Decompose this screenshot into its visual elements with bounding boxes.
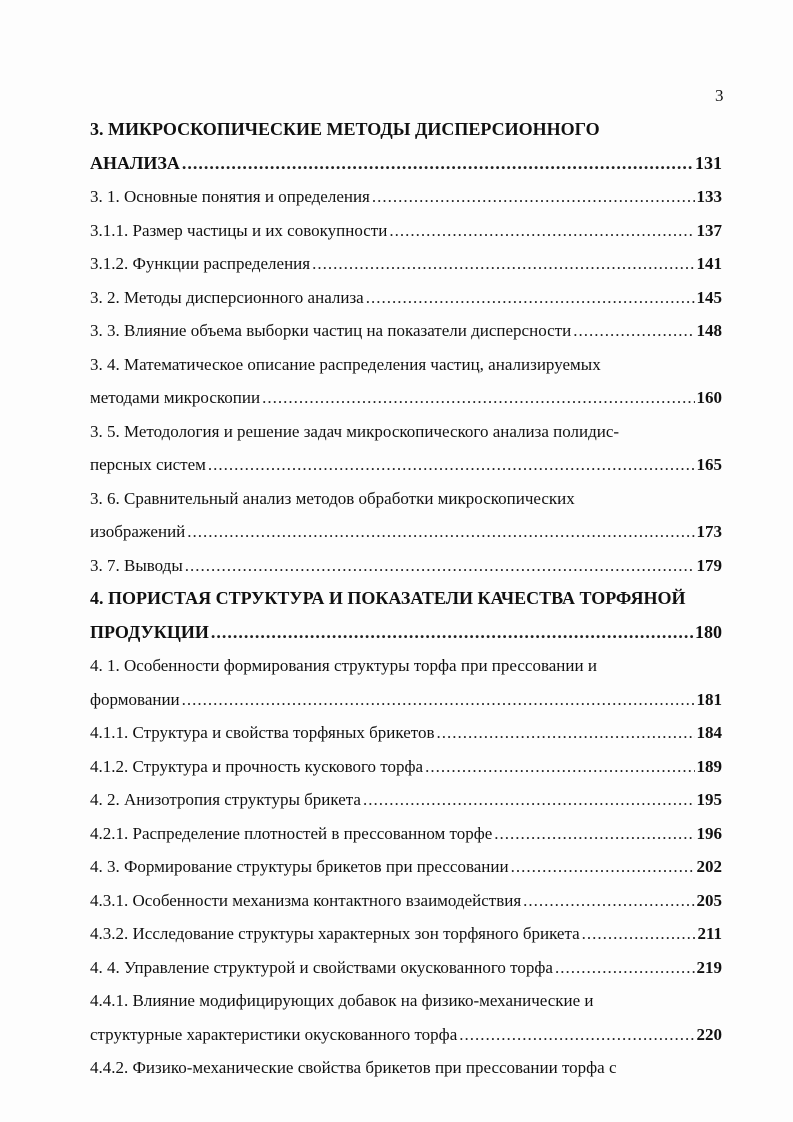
toc-entry-page: 173 bbox=[696, 522, 722, 541]
toc-entry-page: 205 bbox=[696, 890, 722, 910]
toc-dot-leader bbox=[262, 381, 694, 415]
toc-entry bbox=[90, 214, 722, 248]
toc-dot-leader bbox=[363, 783, 695, 817]
toc-entry-page: 148 bbox=[696, 321, 722, 340]
toc-dot-leader bbox=[185, 549, 695, 583]
toc-entry bbox=[90, 884, 722, 918]
toc-entry-title: 4.3.2. Исследование структуры характерных зон торфяного брикета bbox=[90, 924, 580, 943]
toc-entry bbox=[90, 113, 722, 147]
toc-entry bbox=[90, 984, 722, 1018]
toc-dot-leader bbox=[425, 750, 694, 784]
toc-entry bbox=[90, 750, 722, 784]
toc-entry bbox=[90, 348, 722, 382]
toc-entry-title: 4.1.2. Структура и прочность кускового торфа bbox=[90, 756, 424, 776]
toc-dot-leader bbox=[436, 716, 694, 750]
toc-dot-leader bbox=[389, 214, 694, 248]
toc-dot-leader bbox=[182, 147, 693, 181]
toc-entry-title: АНАЛИЗА bbox=[90, 152, 180, 173]
toc-entry-title: 4. 3. Формирование структуры брикетов при прессовании bbox=[90, 857, 509, 876]
toc-entry-title: 4.4.1. Влияние модифицирующих добавок на физико-механические и bbox=[90, 991, 594, 1010]
toc-entry-title: 4.3.1. Особенности механизма контактного взаимодействия bbox=[90, 890, 522, 910]
toc-entry bbox=[90, 1018, 722, 1052]
toc-entry-title: изображений bbox=[90, 522, 186, 541]
toc-entry bbox=[90, 951, 722, 985]
toc-dot-leader bbox=[582, 917, 696, 951]
toc-entry-title: 3. 2. Методы дисперсионного анализа bbox=[90, 287, 364, 307]
toc-entry-title: 4. 4. Управление структурой и свойствами окускованного торфа bbox=[90, 957, 553, 977]
toc-entry bbox=[90, 716, 722, 750]
toc-entry bbox=[90, 850, 722, 884]
toc-entry-page: 195 bbox=[696, 790, 722, 809]
toc-entry bbox=[90, 683, 722, 717]
toc-entry bbox=[90, 616, 722, 650]
toc-entry-page: 145 bbox=[696, 287, 722, 307]
toc-entry bbox=[90, 415, 722, 449]
toc-entry-title: 3. 7. Выводы bbox=[90, 555, 183, 575]
toc-entry bbox=[90, 549, 722, 583]
toc-entry-title: 3. 6. Сравнительный анализ методов обработки микроскопических bbox=[90, 488, 575, 508]
toc-dot-leader bbox=[459, 1018, 694, 1052]
toc-entry bbox=[90, 917, 722, 951]
toc-entry bbox=[90, 147, 722, 181]
toc-entry bbox=[90, 582, 722, 616]
toc-dot-leader bbox=[211, 616, 693, 650]
toc-dot-leader bbox=[494, 817, 694, 851]
toc-entry-title: 3. 1. Основные понятия и определения bbox=[90, 187, 370, 206]
toc-entry-title: методами микроскопии bbox=[90, 388, 261, 407]
toc-entry-title: персных систем bbox=[90, 455, 206, 474]
toc-entry bbox=[90, 247, 722, 281]
toc-dot-leader bbox=[523, 884, 694, 918]
toc-dot-leader bbox=[182, 683, 695, 717]
toc-entry-title: 4. ПОРИСТАЯ СТРУКТУРА И ПОКАЗАТЕЛИ КАЧЕСТВА ТОРФЯНОЙ bbox=[90, 588, 686, 608]
toc-entry bbox=[90, 482, 722, 516]
toc-entry bbox=[90, 1051, 722, 1085]
toc-entry-page: 179 bbox=[696, 555, 722, 575]
toc-entry bbox=[90, 381, 722, 415]
toc-entry-title: ПРОДУКЦИИ bbox=[90, 621, 209, 642]
toc-entry-title: 4.1.1. Структура и свойства торфяных брикетов bbox=[90, 723, 435, 742]
toc-entry-page: 189 bbox=[696, 756, 722, 776]
toc-entry bbox=[90, 180, 722, 214]
toc-dot-leader bbox=[187, 515, 694, 549]
toc-entry bbox=[90, 448, 722, 482]
toc-entry-page: 165 bbox=[696, 455, 722, 474]
toc-dot-leader bbox=[573, 314, 694, 348]
toc-dot-leader bbox=[366, 281, 695, 315]
toc-entry-page: 137 bbox=[696, 220, 722, 240]
toc-entry bbox=[90, 817, 722, 851]
toc-entry-title: 3. МИКРОСКОПИЧЕСКИЕ МЕТОДЫ ДИСПЕРСИОННОГО bbox=[90, 119, 600, 139]
toc-entry bbox=[90, 314, 722, 348]
toc-entry-page: 196 bbox=[696, 823, 722, 843]
toc-entry bbox=[90, 783, 722, 817]
toc-entry-title: 4. 1. Особенности формирования структуры торфа при прессовании и bbox=[90, 656, 597, 675]
toc-entry-page: 141 bbox=[696, 254, 722, 273]
toc-entry-page: 133 bbox=[696, 187, 722, 206]
toc-entry-title: 4.4.2. Физико-механические свойства брикетов при прессовании торфа с bbox=[90, 1058, 617, 1077]
toc-dot-leader bbox=[372, 180, 695, 214]
toc-entry-title: 3.1.2. Функции распределения bbox=[90, 254, 311, 273]
toc-dot-leader bbox=[312, 247, 694, 281]
page-number: 3 bbox=[715, 86, 724, 105]
toc-entry-title: 4. 2. Анизотропия структуры брикета bbox=[90, 790, 361, 809]
toc-entry bbox=[90, 649, 722, 683]
toc-entry-page: 160 bbox=[696, 388, 722, 407]
toc-entry-page: 202 bbox=[696, 857, 722, 876]
toc-entry-title: 3. 5. Методология и решение задач микроскопического анализа полидис- bbox=[90, 421, 620, 441]
toc-entry bbox=[90, 515, 722, 549]
toc-entry-title: 4.2.1. Распределение плотностей в прессованном торфе bbox=[90, 823, 493, 843]
toc-entry-page: 131 bbox=[695, 152, 722, 173]
toc-entry-title: 3.1.1. Размер частицы и их совокупности bbox=[90, 220, 388, 240]
toc-entry-page: 180 bbox=[695, 621, 722, 642]
toc-entry-title: структурные характеристики окускованного торфа bbox=[90, 1024, 458, 1044]
toc-entry-page: 181 bbox=[696, 689, 722, 709]
toc-entry-page: 219 bbox=[696, 957, 722, 977]
toc-dot-leader bbox=[555, 951, 695, 985]
toc-entry-page: 184 bbox=[696, 723, 722, 742]
toc-entry-title: 3. 3. Влияние объема выборки частиц на показатели дисперсности bbox=[90, 321, 572, 340]
toc-entry bbox=[90, 281, 722, 315]
table-of-contents bbox=[90, 113, 722, 1085]
toc-entry-title: 3. 4. Математическое описание распределения частиц, анализируемых bbox=[90, 354, 601, 374]
toc-entry-title: формовании bbox=[90, 689, 180, 709]
toc-entry-page: 211 bbox=[697, 924, 722, 943]
toc-dot-leader bbox=[208, 448, 695, 482]
toc-dot-leader bbox=[511, 850, 695, 884]
toc-entry-page: 220 bbox=[696, 1024, 722, 1044]
